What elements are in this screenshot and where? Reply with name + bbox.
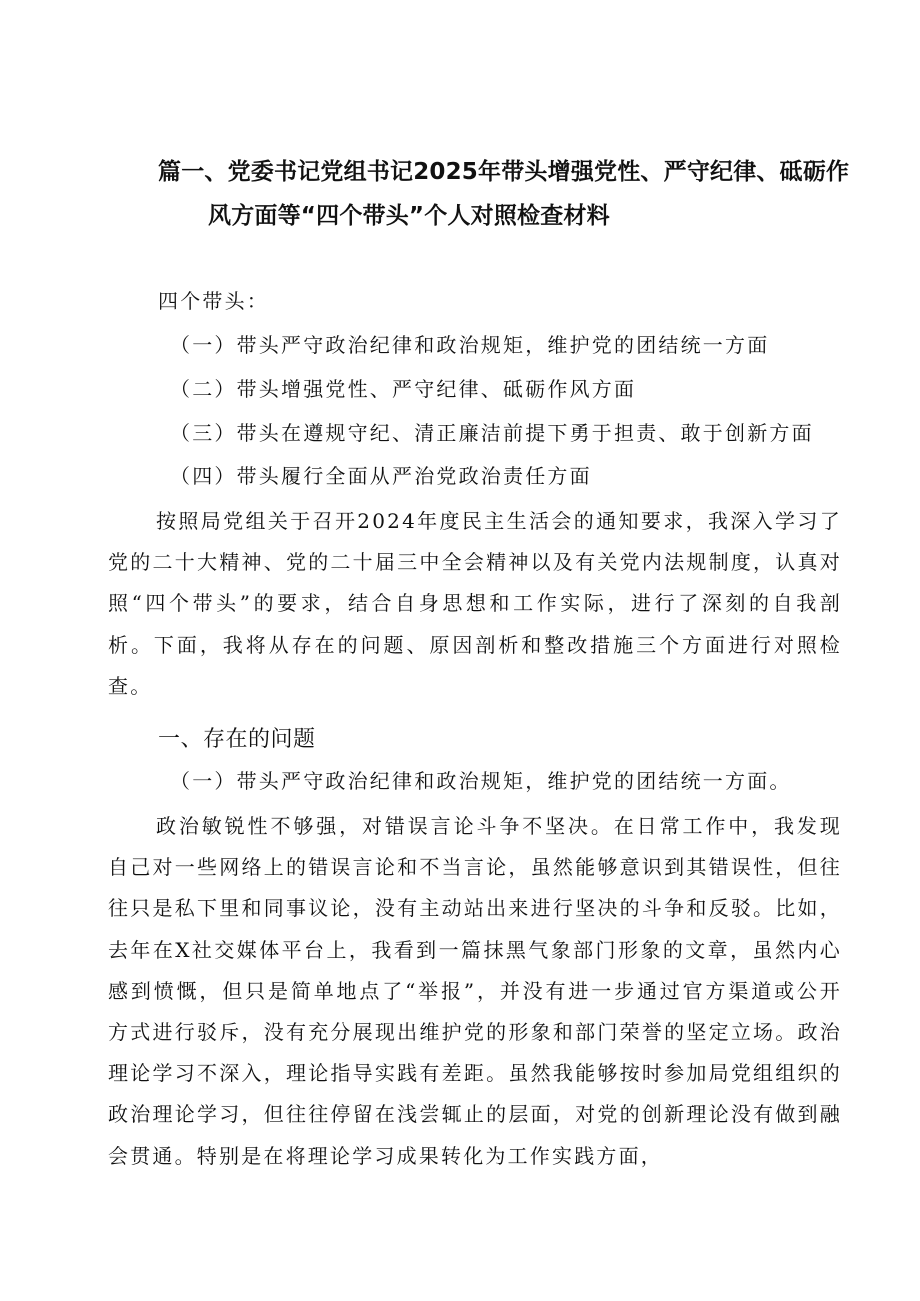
four-leads-label: 四个带头： <box>158 289 269 313</box>
body-paragraph: 政治敏锐性不够强，对错误言论斗争不坚决。在日常工作中，我发现自己对一些网络上的错误言论和不当言论，虽然能够意识到其错误性，但往往只是私下里和同事议论，没有主动站出来进行坚决的斗争和反驳。比如，去年在X社交媒体平台上，我看到一篇抹黑气象部门形象的文章，虽然内心感到愤慨，但只是简单地点了“举报”，并没有进一步通过官方渠道或公开方式进行驳斥，没有充分展现出维护党的形象和部门荣誉的坚定立场。政治理论学习不深入，理论指导实践有差距。虽然我能够按时参加局党组组织的政治理论学习，但往往停留在浅尝辄止的层面，对党的创新理论没有做到融会贯通。特别是在将理论学习成果转化为工作实践方面， <box>108 814 842 1168</box>
document-title <box>158 150 848 238</box>
four-leads-item-3: （三）带头在遵规守纪、清正廉洁前提下勇于担责、敢于创新方面 <box>170 421 814 445</box>
four-leads-item-1: （一）带头严守政治纪律和政治规矩，维护党的团结统一方面 <box>170 333 770 357</box>
subsection-heading-1: （一）带头严守政治纪律和政治规矩，维护党的团结统一方面。 <box>170 769 792 793</box>
body-paragraph-block <box>108 806 842 1177</box>
four-leads-item-4: （四）带头履行全面从严治党政治责任方面 <box>170 464 592 488</box>
title-line-2: 风方面等“四个带头”个人对照检查材料 <box>208 203 610 229</box>
four-leads-item-2: （二）带头增强党性、严守纪律、砥砺作风方面 <box>170 377 637 401</box>
section-heading-problems: 一、存在的问题 <box>158 727 316 752</box>
title-line-1: 篇一、党委书记党组书记2025年带头增强党性、严守纪律、砥砺作 <box>158 159 850 185</box>
intro-paragraph: 按照局党组关于召开2024年度民主生活会的通知要求，我深入学习了党的二十大精神、党的二十届三中全会精神以及有关党内法规制度，认真对照“四个带头”的要求，结合自身思想和工作实际，进行了深刻的自我剖析。下面，我将从存在的问题、原因剖析和整改措施三个方面进行对照检查。 <box>108 509 842 698</box>
intro-paragraph-block <box>108 501 842 707</box>
